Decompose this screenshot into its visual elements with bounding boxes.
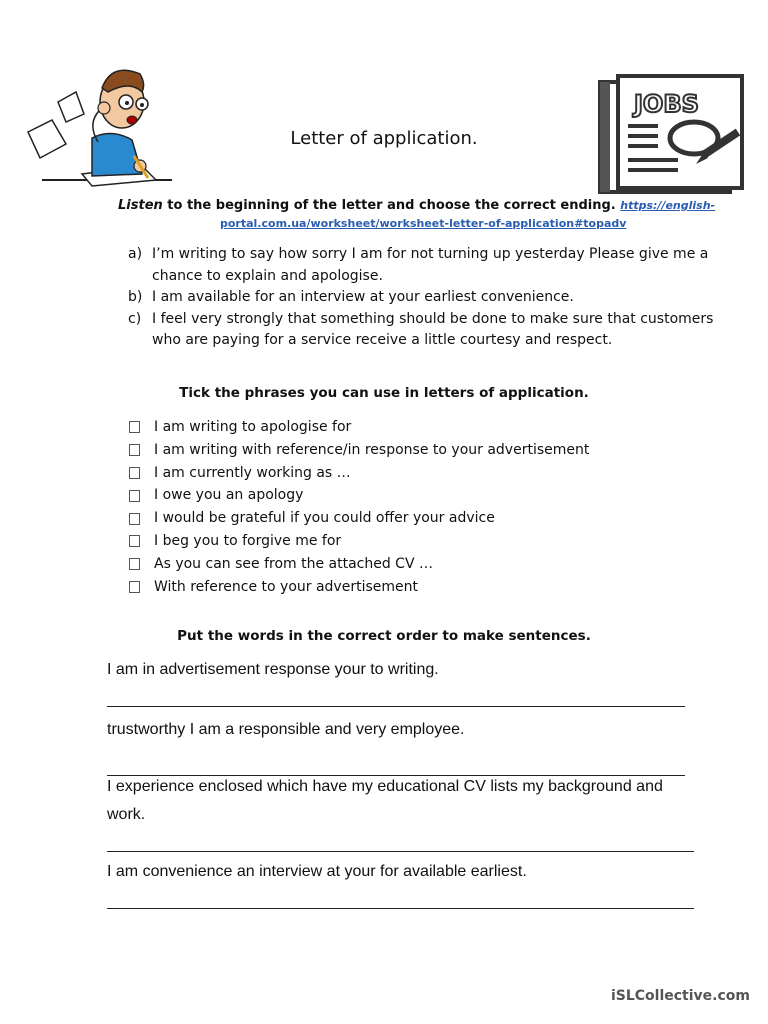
- jobs-label: JOBS: [634, 90, 699, 118]
- list-item: [128, 244, 728, 287]
- sentence-3: I experience enclosed which have my educational CV lists my background and: [107, 778, 663, 795]
- sentence-3-continued: work.: [107, 806, 146, 823]
- phrase-text: I beg you to forgive me for: [154, 532, 342, 549]
- sentence-4: I am convenience an interview at your for available earliest.: [107, 863, 527, 880]
- answer-line[interactable]: [107, 706, 685, 707]
- source-link-part1[interactable]: https://english-: [620, 199, 716, 212]
- phrase-text: I would be grateful if you could offer your advice: [154, 510, 495, 527]
- phrase-list: [128, 416, 728, 598]
- phrase-text: I am writing to apologise for: [154, 419, 352, 435]
- checkbox[interactable]: [129, 581, 140, 593]
- footer-watermark: iSLCollective.com: [610, 988, 750, 1004]
- list-item: [128, 484, 728, 507]
- phrase-text: I am writing with reference/in response to your advertisement: [154, 441, 590, 458]
- phrase-text: I am currently working as …: [154, 464, 351, 481]
- listen-instruction: [118, 197, 718, 215]
- tick-heading: Tick the phrases you can use in letters of application.: [179, 385, 589, 401]
- answer-line[interactable]: [107, 908, 694, 909]
- checkbox[interactable]: [129, 513, 140, 525]
- list-item: [128, 530, 728, 553]
- order-heading: Put the words in the correct order to make sentences.: [177, 628, 591, 644]
- page-title: Letter of application.: [290, 128, 478, 149]
- list-item: [128, 576, 728, 599]
- list-item: [128, 439, 728, 462]
- phrase-text: With reference to your advertisement: [154, 578, 418, 595]
- source-link-part2[interactable]: portal.com.ua/worksheet/worksheet-letter-of-application#topadv: [220, 217, 627, 230]
- checkbox[interactable]: [129, 444, 140, 456]
- endings-list: [128, 244, 728, 352]
- list-item: [128, 462, 728, 485]
- sentence-2: trustworthy I am a responsible and very employee.: [107, 721, 465, 738]
- phrase-text: As you can see from the attached CV …: [154, 555, 433, 572]
- sentence-1: I am in advertisement response your to writing.: [107, 661, 439, 678]
- answer-line[interactable]: [107, 851, 694, 852]
- list-item: [128, 416, 728, 439]
- listen-rest: to the beginning of the letter and choose the correct ending.: [162, 198, 616, 213]
- item-letter: b): [128, 289, 143, 305]
- item-text: I am available for an interview at your earliest convenience.: [152, 289, 574, 305]
- list-item: [128, 309, 728, 352]
- list-item: [128, 507, 728, 530]
- list-item: [128, 553, 728, 576]
- item-letter: a): [128, 246, 143, 262]
- cartoon-man-illustration: [22, 62, 182, 192]
- listen-word: Listen: [118, 198, 163, 213]
- item-text: I’m writing to say how sorry I am for not turning up yesterday Please give me a chance to explain and apologise.: [152, 246, 709, 284]
- checkbox[interactable]: [129, 558, 140, 570]
- list-item: [128, 287, 728, 309]
- checkbox[interactable]: [129, 535, 140, 547]
- checkbox[interactable]: [129, 421, 140, 433]
- checkbox[interactable]: [129, 490, 140, 502]
- answer-line[interactable]: [107, 775, 685, 776]
- phrase-text: I owe you an apology: [154, 487, 304, 504]
- item-letter: c): [128, 310, 142, 327]
- checkbox[interactable]: [129, 467, 140, 479]
- item-text: I feel very strongly that something should be done to make sure that customers who are paying for a service receive a little courtesy and respect.: [152, 310, 714, 348]
